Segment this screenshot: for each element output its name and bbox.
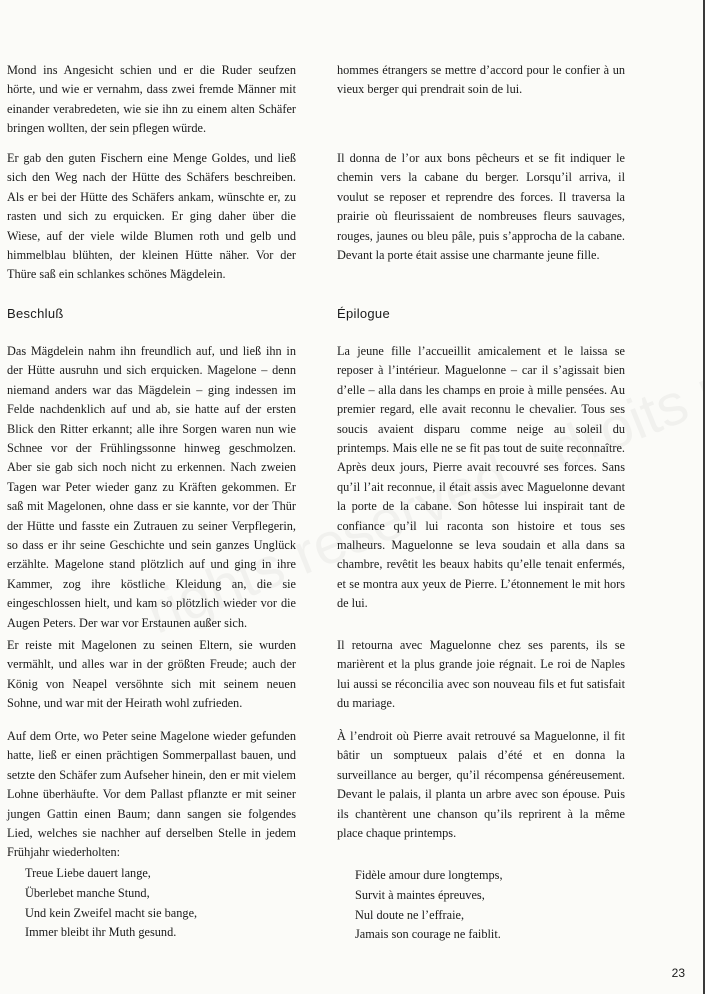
german-paragraph-2: Er gab den guten Fischern eine Menge Goldes, und ließ sich den Weg nach der Hütte des Schäfers beschreiben. Als er bei der Hütte des Schäfers ankam, wünschte er, zu rasten und sich zu erquicken. Er ging daher über die Wiese, auf der viele wilde Blumen roth und gelb und himmelblau blühten, der kleinen Hütte näher. Vor der Thüre saß ein schlankes schönes Mägdelein. — [7, 151, 296, 282]
french-paragraph-4: Il retourna avec Maguelonne chez ses parents, ils se marièrent et la plus grande joie régnait. Le roi de Naples lui aussi se réconcilia avec son nouveau fils et fut satisfait du mariage. — [337, 638, 625, 711]
french-poem-line: Fidèle amour dure longtemps, — [355, 868, 503, 882]
german-paragraph-5: Auf dem Orte, wo Peter seine Magelone wieder gefunden hatte, ließ er einen prächtigen Sommerpallast bauen, und setzte den Schäfer zum Aufseher hinein, den er mit vielem Lohne überhäufte. Vor dem Pallast pflanzte er mit seiner jungen Gattin einen Baum; dann sangen sie folgendes Lied, welches sie nachher auf derselben Stelle in jedem Frühjahr wiederholten: — [7, 729, 296, 860]
french-poem-line: Jamais son courage ne faiblit. — [355, 927, 501, 942]
page-number: 23 — [671, 966, 685, 980]
french-poem-line: Nul doute ne l’effraie, — [355, 907, 465, 922]
french-poem-line: Survit à maintes épreuves, — [355, 887, 485, 902]
german-poem-line: Treue Liebe dauert lange, — [25, 866, 151, 880]
german-paragraph-4: Er reiste mit Magelonen zu seinen Eltern, sie wurden vermählt, und alles war in der größten Freude; auch der König von Neapel versöhnte sich mit seinem neuen Sohne, und war mit der Heirath wohl zufrieden. — [7, 638, 296, 711]
german-poem-line: Und kein Zweifel macht sie bange, — [25, 905, 198, 920]
german-poem-line: Überlebet manche Stund, — [25, 885, 150, 900]
french-paragraph-3: La jeune fille l’accueillit amicalement et le laissa se reposer à l’intérieur. Maguelonne – car il s’agissait bien d’elle – alla dans les champs en proie à mille pensées. Au premier regard, elle avait reconnu le chevalier. Tous ses soucis avaient disparu comme neige au soleil du printemps. Mais elle ne se fit pas tout de suite reconnaître. Après deux jours, Pierre avait recouvré ses forces. Sans qu’il l’ait reconnue, il était assis avec Maguelonne devant la porte de la cabane. Son hôtesse lui inspirait tant de confiance qu’il lui raconta son histoire et tous ses malheurs. Maguelonne se leva soudain et alla dans sa chambre, revêtit les beaux habits qu’elle tenait enfermés, et se montra aux yeux de Pierre. L’étonnement le mit hors de lui. — [337, 344, 625, 611]
french-paragraph-1: hommes étrangers se mettre d’accord pour le confier à un vieux berger qui prendrait soin de lui. — [337, 63, 625, 97]
german-paragraph-3: Das Mägdelein nahm ihn freundlich auf, und ließ ihn in der Hütte ausruhn und sich erquicken. Magelone – denn niemand anders war das Mägdelein – ging indessen im Felde nachdenklich auf und ab, sie hatte auf der ersten Blick den Ritter erkannt; alle ihre Sorgen waren nun wie Schnee vor der Frühlingssonne hinweg geschmolzen. Aber sie gab sich noch nicht zu erkennen. Nach zweien Tagen war Peter wieder ganz zu Kräften gekommen. Er saß mit Magelonen, ohne dass er sie kannte, vor der Thür der Hütte und fasste ein Zutrauen zu seiner Verpflegerin, so dass er ihr seine Geschichte und sein ganzes Unglück erzählte. Magelone stand plötzlich auf und ging in ihre Kammer, zog ihre köstliche Kleidung an, die sie eingeschlossen hielt, und kam so plötzlich wieder vor die Augen Peters. Der war vor Erstaunen außer sich. — [7, 344, 296, 630]
french-heading: Épilogue — [337, 306, 390, 321]
german-poem — [25, 864, 197, 943]
german-paragraph-1: Mond ins Angesicht schien und er die Ruder seufzen hörte, und wie er vernahm, dass zwei fremde Männer mit einander verabredeten, wie sie ihn zu einem alten Schäfer bringen wollten, der sein pflegen würde. — [7, 63, 296, 136]
french-paragraph-5: À l’endroit où Pierre avait retrouvé sa Maguelonne, il fit bâtir un somptueux palais d’été et en donna la surveillance au berger, qu’il récompensa généreusement. Devant le palais, il planta un arbre avec son épouse. Puis ils chantèrent une chanson qu’ils reprirent à la même place chaque printemps. — [337, 729, 625, 841]
french-paragraph-2: Il donna de l’or aux bons pêcheurs et se fit indiquer le chemin vers la cabane du berger. Lorsqu’il arriva, il voulut se reposer et reprendre des forces. Il traversa la prairie où fleurissaient de nombreuses fleurs sauvages, rouges, jaunes ou bleu pâle, puis s’approcha de la cabane. Devant la porte était assise une charmante jeune fille. — [337, 151, 625, 263]
french-poem — [355, 866, 503, 945]
german-poem-line: Immer bleibt ihr Muth gesund. — [25, 925, 177, 940]
german-heading: Beschluß — [7, 306, 64, 321]
